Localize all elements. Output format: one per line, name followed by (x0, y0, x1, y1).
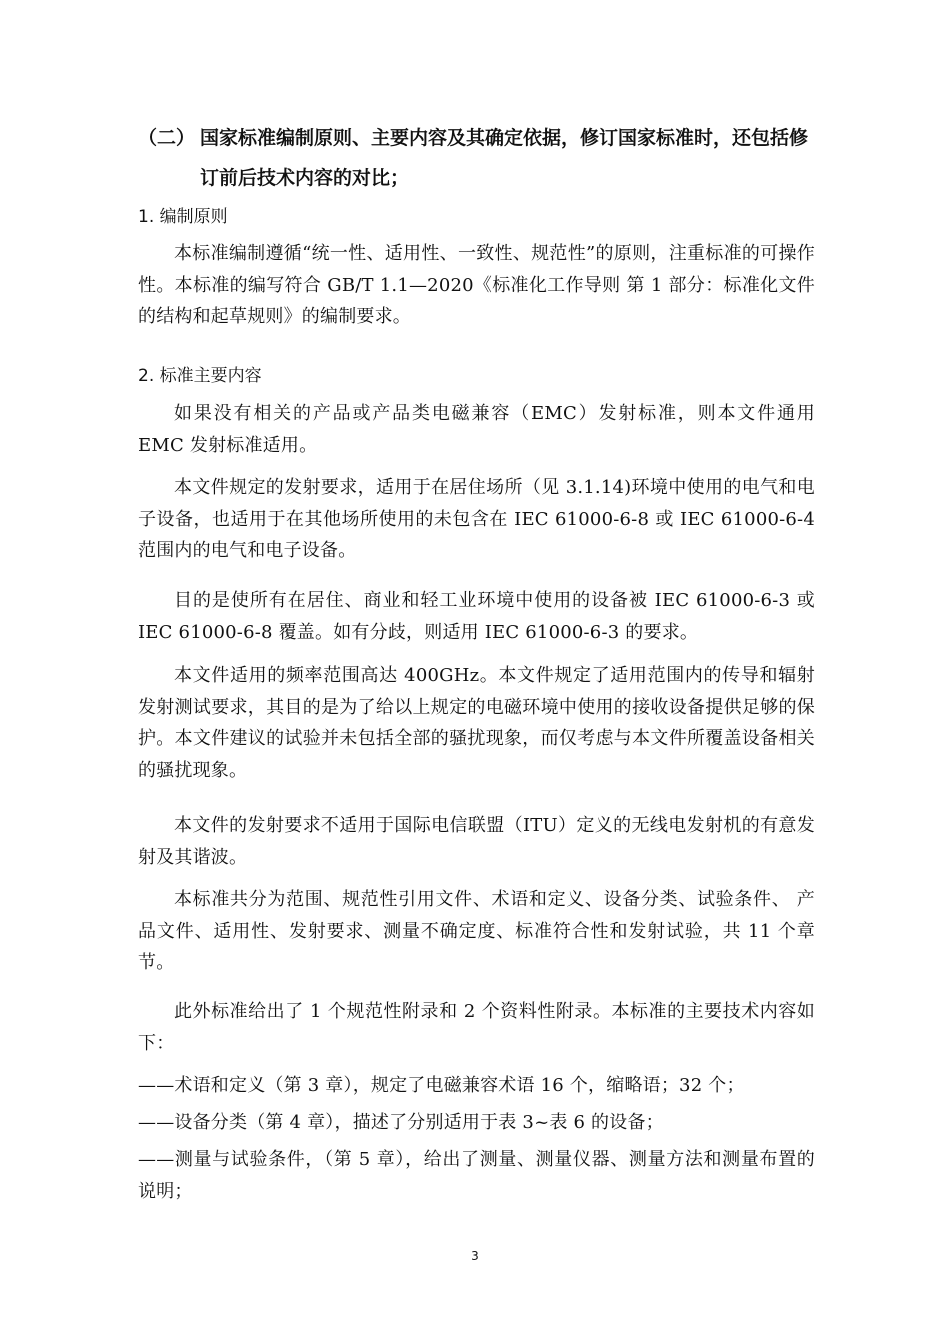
paragraph-principles: 本标准编制遵循“统一性、适用性、一致性、规范性”的原则，注重标准的可操作性。本标准的编写符合 GB/T 1.1—2020《标准化工作导则 第 1 部分：标准化文件的结构和起草规则》的编制要求。 (138, 243, 815, 327)
paragraph-itu-exclusion: 本文件的发射要求不适用于国际电信联盟（ITU）定义的无线电发射机的有意发射及其谐波。 (138, 815, 815, 868)
list-item-measurement: ——测量与试验条件，（第 5 章），给出了测量、测量仪器、测量方法和测量布置的说明； (138, 1149, 815, 1202)
list-item-terms: ——术语和定义（第 3 章），规定了电磁兼容术语 16 个，缩略语；32 个； (138, 1075, 745, 1096)
subsection-title-main-content: 2. 标准主要内容 (138, 366, 262, 386)
subsection-title-principles: 1. 编制原则 (138, 207, 228, 227)
paragraph-purpose: 目的是使所有在居住、商业和轻工业环境中使用的设备被 IEC 61000-6-3 或 IEC 61000-6-8 覆盖。如有分歧，则适用 IEC 61000-6-3 的要求。 (138, 590, 815, 643)
paragraph-frequency-range: 本文件适用的频率范围高达 400GHz。本文件规定了适用范围内的传导和辐射发射测试要求，其目的是为了给以上规定的电磁环境中使用的接收设备提供足够的保护。本文件建议的试验并未包括全部的骚扰现象，而仅考虑与本文件所覆盖设备相关的骚扰现象。 (138, 665, 815, 781)
section-heading (138, 118, 818, 198)
section-heading-text: 国家标准编制原则、主要内容及其确定依据，修订国家标准时，还包括修订前后技术内容的对比； (200, 127, 809, 189)
paragraph-annexes: 此外标准给出了 1 个规范性附录和 2 个资料性附录。本标准的主要技术内容如下： (138, 1001, 815, 1054)
paragraph-structure: 本标准共分为范围、规范性引用文件、术语和定义、设备分类、试验条件、 产品文件、适用性、发射要求、测量不确定度、标准符合性和发射试验，共 11 个章节。 (138, 889, 815, 973)
page-number: 3 (471, 1249, 479, 1263)
paragraph-emission-requirements: 本文件规定的发射要求，适用于在居住场所（见 3.1.14)环境中使用的电气和电子设备，也适用于在其他场所使用的未包含在 IEC 61000-6-8 或 IEC 61000-6-4 范围内的电气和电子设备。 (138, 477, 815, 561)
list-item-classification: ——设备分类（第 4 章），描述了分别适用于表 3~表 6 的设备； (138, 1112, 664, 1133)
paragraph-emc-applicability: 如果没有相关的产品或产品类电磁兼容（EMC）发射标准，则本文件通用 EMC 发射标准适用。 (138, 403, 815, 456)
section-heading-number: （二） (138, 127, 196, 149)
